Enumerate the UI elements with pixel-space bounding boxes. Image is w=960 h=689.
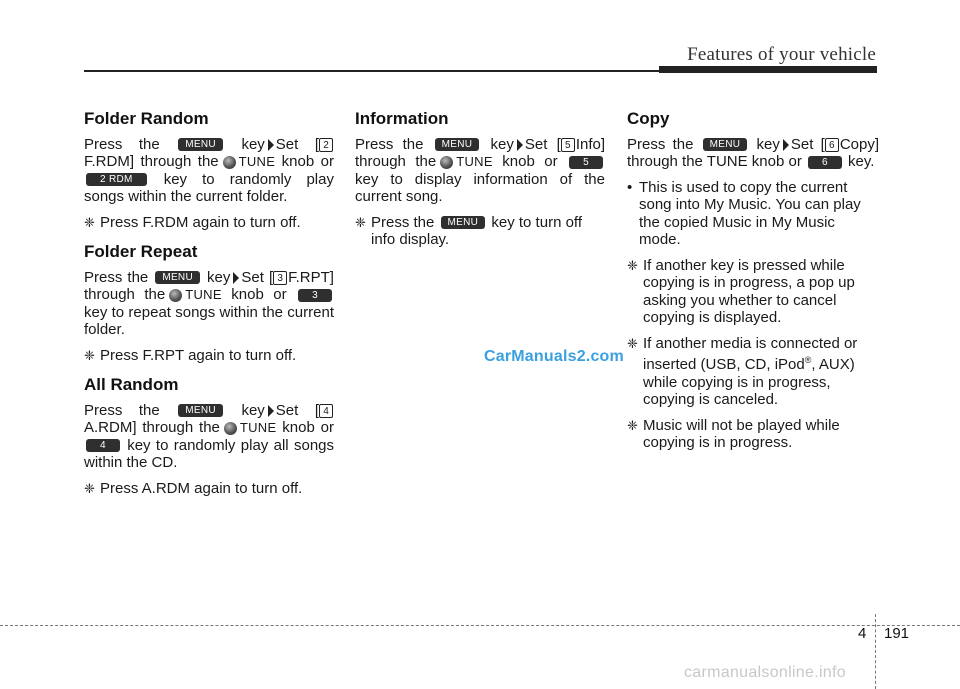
option-label: A.RDM] (84, 419, 137, 436)
section-heading: Folder Random (84, 109, 209, 128)
text: key to randomly play all songs within the CD. (84, 436, 334, 471)
note-item (627, 335, 879, 409)
text: key (207, 268, 231, 286)
text: through the (142, 419, 220, 436)
column-left (84, 110, 334, 509)
section-all-random (84, 376, 334, 497)
preset-key-badge: 2 RDM (86, 173, 147, 186)
page-number: 191 (884, 625, 910, 642)
chapter-number: 4 (858, 625, 867, 642)
text: Set [ (241, 268, 274, 286)
text: knob or (231, 286, 287, 303)
text: key (756, 135, 780, 153)
tune-label: TUNE (238, 154, 276, 169)
note-marker-icon: ❈ (627, 417, 638, 433)
arrow-right-icon (517, 139, 523, 151)
registered-mark: ® (804, 355, 812, 365)
text: Press the (84, 268, 149, 286)
section-folder-repeat (84, 243, 334, 364)
text: Set [ (524, 135, 561, 153)
instruction-paragraph (627, 136, 879, 171)
page-header-title: Features of your vehicle (687, 44, 876, 65)
text: Set [ (790, 135, 825, 153)
tune-knob-icon (224, 422, 237, 435)
bullet-text: This is used to copy the current song into My Music. You can play the copied Music in My Music mode. (639, 178, 861, 248)
section-heading: Information (355, 109, 449, 128)
tune-knob-icon (223, 156, 236, 169)
text: Set [ (275, 135, 319, 153)
text: key to randomly play songs within the current folder. (84, 170, 334, 205)
note-marker-icon: ❈ (84, 347, 95, 363)
note-marker-icon: ❈ (627, 257, 638, 273)
instruction-paragraph (84, 402, 334, 472)
text: Press the (84, 401, 160, 419)
note-item (84, 214, 334, 232)
tune-label: TUNE (456, 154, 493, 169)
bullet-item (627, 179, 879, 249)
text: through the TUNE knob or (627, 153, 802, 170)
menu-key-badge: MENU (441, 216, 486, 229)
arrow-right-icon (233, 272, 239, 284)
note-item (627, 417, 879, 452)
text: key (490, 135, 514, 153)
note-item (355, 214, 605, 249)
instruction-paragraph (84, 269, 334, 339)
preset-key-badge: 4 (86, 439, 120, 452)
number-key-icon: 5 (561, 138, 575, 152)
note-text: Music will not be played while copying is in progress. (643, 416, 840, 451)
section-heading: Folder Repeat (84, 242, 198, 261)
text: Press the (84, 135, 160, 153)
arrow-right-icon (268, 405, 274, 417)
number-key-icon: 3 (273, 271, 287, 285)
menu-key-badge: MENU (703, 138, 748, 151)
bullet-marker-icon: • (627, 178, 633, 196)
text: key to turn off info display. (371, 213, 582, 248)
text: through the (140, 153, 219, 170)
text: Press the (627, 135, 694, 153)
section-heading: Copy (627, 109, 670, 128)
text: key (241, 401, 265, 419)
menu-key-badge: MENU (435, 138, 480, 151)
option-label: Info] (575, 135, 605, 153)
note-text: Press F.RDM again to turn off. (100, 213, 301, 231)
text: through the (84, 286, 166, 303)
instruction-paragraph (84, 136, 334, 206)
preset-key-badge: 6 (808, 156, 842, 169)
text: through the (355, 153, 437, 170)
note-text: If another key is pressed while copying is in progress, a pop up asking you whether to cancel copying is displayed. (643, 256, 855, 326)
watermark-link[interactable]: CarManuals2.com (484, 348, 624, 365)
note-marker-icon: ❈ (627, 335, 638, 351)
menu-key-badge: MENU (155, 271, 200, 284)
text: key to repeat songs within the current folder. (84, 303, 334, 338)
note-text (371, 214, 605, 249)
option-label: Copy] (839, 135, 879, 153)
tune-label: TUNE (185, 287, 222, 302)
option-label: F.RDM] (84, 153, 134, 170)
option-label: F.RPT] (288, 268, 334, 286)
text: key (241, 135, 265, 153)
note-text (643, 335, 879, 409)
note-marker-icon: ❈ (84, 480, 95, 496)
note-text: Press A.RDM again to turn off. (100, 479, 303, 497)
text: key. (848, 153, 875, 170)
section-information (355, 110, 605, 249)
text: Press the (355, 135, 424, 153)
menu-key-badge: MENU (178, 138, 223, 151)
text: Set [ (275, 401, 319, 419)
instruction-paragraph (355, 136, 605, 206)
section-folder-random (84, 110, 334, 231)
footer-divider-vertical (875, 614, 876, 689)
preset-key-badge: 3 (298, 289, 332, 302)
text: knob or (281, 153, 334, 170)
section-heading: All Random (84, 375, 179, 394)
arrow-right-icon (783, 139, 789, 151)
section-copy (627, 110, 879, 452)
note-marker-icon: ❈ (355, 214, 366, 230)
note-item (84, 480, 334, 498)
number-key-icon: 4 (319, 404, 333, 418)
tune-label: TUNE (239, 420, 277, 435)
column-middle (355, 110, 605, 261)
note-item (627, 257, 879, 327)
column-right (627, 110, 879, 464)
text: knob or (502, 153, 558, 170)
text: Press the (371, 213, 435, 231)
footer-divider (0, 625, 960, 626)
menu-key-badge: MENU (178, 404, 223, 417)
preset-key-badge: 5 (569, 156, 603, 169)
text: , AUX) while copying is in progress, copying is canceled. (643, 356, 855, 408)
tune-knob-icon (169, 289, 182, 302)
note-marker-icon: ❈ (84, 214, 95, 230)
number-key-icon: 2 (319, 138, 333, 152)
site-watermark: carmanualsonline.info (684, 664, 846, 681)
text: knob or (282, 419, 334, 436)
note-item (84, 347, 334, 365)
note-text: Press F.RPT again to turn off. (100, 346, 297, 364)
number-key-icon: 6 (825, 138, 839, 152)
text: key to display information of the current song. (355, 170, 605, 205)
tune-knob-icon (440, 156, 453, 169)
header-rule-thick (659, 66, 877, 73)
arrow-right-icon (268, 139, 274, 151)
header-rule (84, 70, 659, 72)
text: If another media is connected or inserted (USB, CD, iPod (643, 334, 858, 373)
